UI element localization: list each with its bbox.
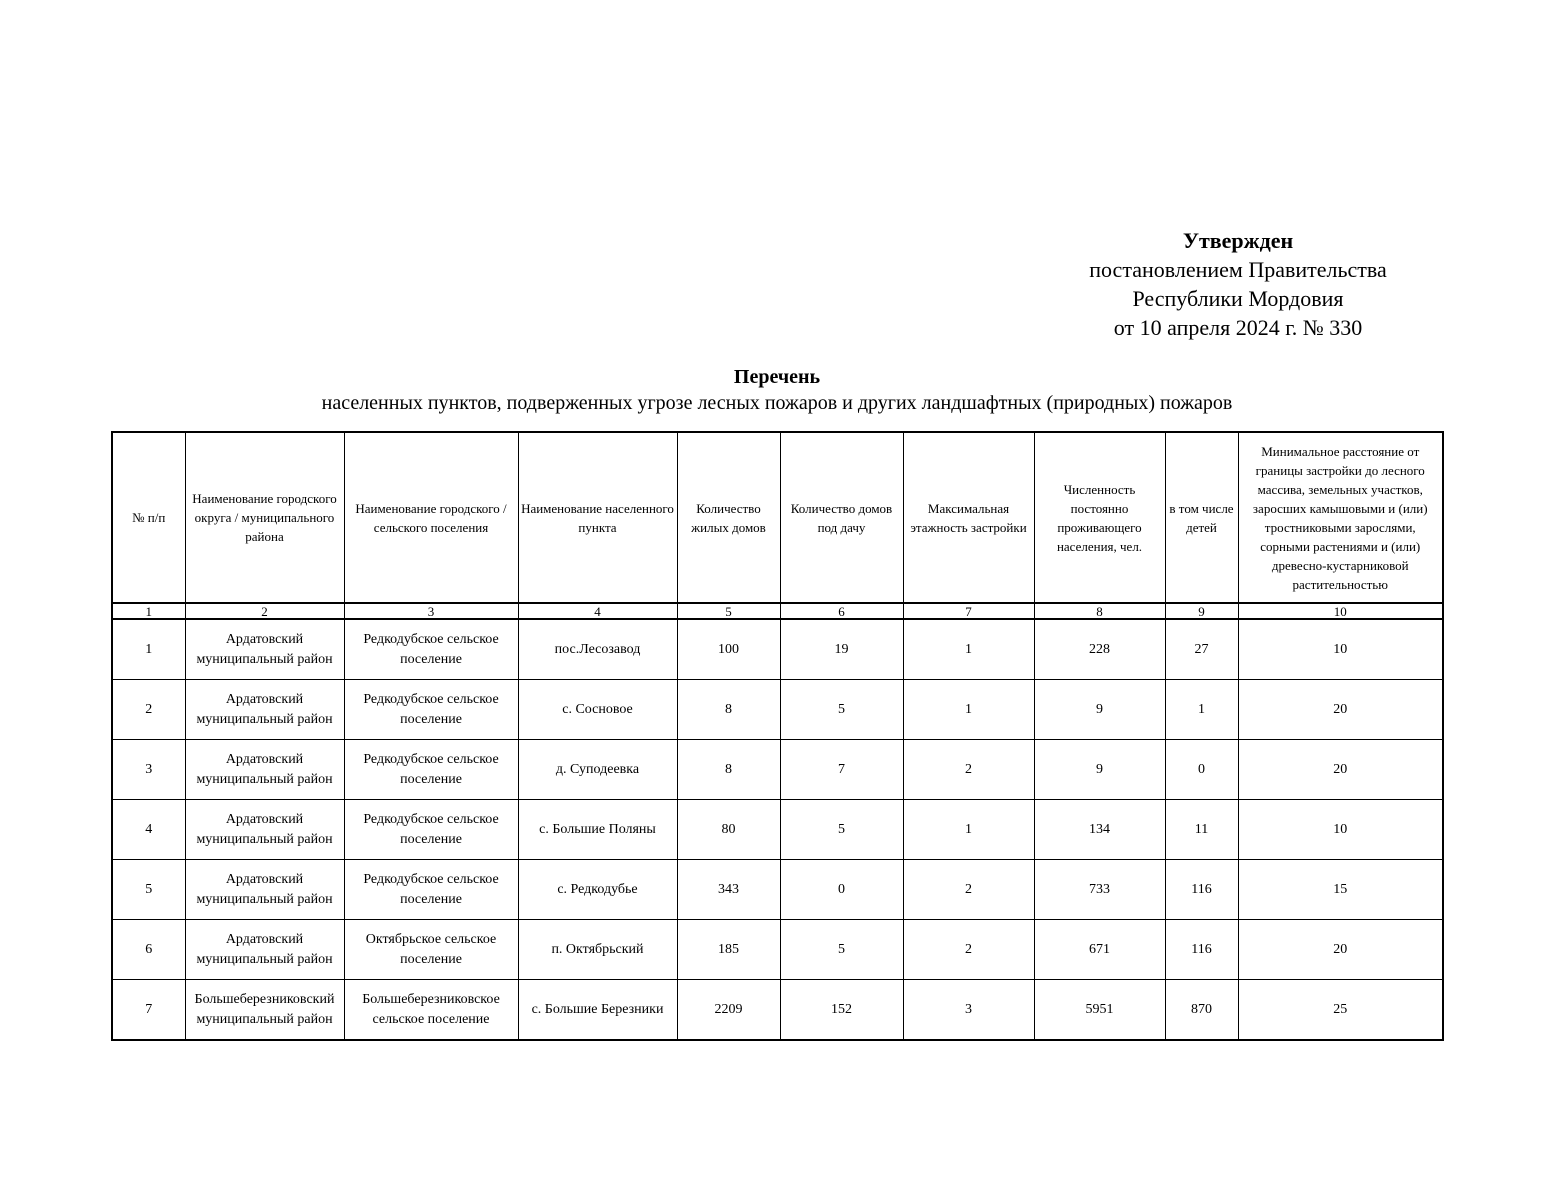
cell-locality: п. Октябрьский [518,920,677,980]
cell-index: 2 [112,680,185,740]
table-row [112,619,1443,680]
cell-district: Ардатовский муниципальный район [185,860,344,920]
cell-index: 1 [112,619,185,680]
cell-population: 671 [1034,920,1165,980]
table-row [112,740,1443,800]
cell-settlement: Редкодубское сельское поселение [344,680,518,740]
column-number: 9 [1165,603,1238,619]
cell-dachas: 0 [780,860,903,920]
column-number: 3 [344,603,518,619]
cell-population: 228 [1034,619,1165,680]
column-number: 6 [780,603,903,619]
cell-dachas: 7 [780,740,903,800]
table-row [112,920,1443,980]
cell-district: Ардатовский муниципальный район [185,680,344,740]
cell-children: 0 [1165,740,1238,800]
cell-children: 1 [1165,680,1238,740]
column-number-row [112,603,1443,619]
cell-min-distance: 20 [1238,740,1443,800]
column-header: Количество домов под дачу [780,432,903,603]
cell-children: 27 [1165,619,1238,680]
cell-houses: 100 [677,619,780,680]
cell-index: 6 [112,920,185,980]
cell-district: Ардатовский муниципальный район [185,920,344,980]
column-header: Численность постоянно проживающего населения, чел. [1034,432,1165,603]
cell-district: Ардатовский муниципальный район [185,800,344,860]
cell-max-floors: 1 [903,800,1034,860]
cell-min-distance: 15 [1238,860,1443,920]
cell-children: 11 [1165,800,1238,860]
approval-line-1: постановлением Правительства [1089,257,1387,282]
cell-max-floors: 2 [903,860,1034,920]
cell-settlement: Редкодубское сельское поселение [344,860,518,920]
table-row [112,800,1443,860]
cell-settlement: Редкодубское сельское поселение [344,740,518,800]
cell-min-distance: 20 [1238,920,1443,980]
cell-settlement: Большеберезниковское сельское поселение [344,980,518,1041]
column-number: 8 [1034,603,1165,619]
cell-houses: 80 [677,800,780,860]
column-header: Минимальное расстояние от границы застройки до лесного массива, земельных участков, заросших камышовыми и (или) тростниковыми зарослями, сорными растениями и (или) древесно-кустарниковой растительностью [1238,432,1443,603]
cell-min-distance: 10 [1238,619,1443,680]
approval-line-3: от 10 апреля 2024 г. № 330 [1113,315,1363,340]
cell-children: 116 [1165,860,1238,920]
cell-locality: с. Редкодубье [518,860,677,920]
document-title: Перечень [733,366,821,388]
cell-index: 5 [112,860,185,920]
cell-min-distance: 20 [1238,680,1443,740]
cell-max-floors: 2 [903,740,1034,800]
cell-population: 9 [1034,740,1165,800]
cell-max-floors: 1 [903,619,1034,680]
cell-index: 4 [112,800,185,860]
cell-houses: 8 [677,740,780,800]
column-number: 10 [1238,603,1443,619]
table-row [112,860,1443,920]
column-number: 5 [677,603,780,619]
cell-population: 134 [1034,800,1165,860]
column-header: Наименование городского / сельского поселения [344,432,518,603]
cell-index: 3 [112,740,185,800]
column-number: 2 [185,603,344,619]
cell-dachas: 5 [780,680,903,740]
cell-population: 733 [1034,860,1165,920]
cell-settlement: Редкодубское сельское поселение [344,619,518,680]
document-heading [112,364,1442,416]
approval-stamp [1040,226,1436,342]
cell-dachas: 5 [780,800,903,860]
cell-houses: 8 [677,680,780,740]
cell-index: 7 [112,980,185,1041]
column-number: 4 [518,603,677,619]
table-header-row [112,432,1443,603]
cell-district: Большеберезниковский муниципальный район [185,980,344,1041]
approval-title: Утвержден [1182,228,1294,253]
cell-max-floors: 1 [903,680,1034,740]
column-header: Наименование городского округа / муниципального района [185,432,344,603]
cell-locality: д. Суподеевка [518,740,677,800]
cell-dachas: 152 [780,980,903,1041]
cell-locality: с. Большие Поляны [518,800,677,860]
settlements-table [111,431,1444,1041]
cell-max-floors: 2 [903,920,1034,980]
column-header: Наименование населенного пункта [518,432,677,603]
cell-children: 116 [1165,920,1238,980]
column-number: 1 [112,603,185,619]
cell-settlement: Октябрьское сельское поселение [344,920,518,980]
column-header: в том числе детей [1165,432,1238,603]
cell-settlement: Редкодубское сельское поселение [344,800,518,860]
cell-min-distance: 25 [1238,980,1443,1041]
column-header: № п/п [112,432,185,603]
cell-houses: 343 [677,860,780,920]
cell-population: 9 [1034,680,1165,740]
table-row [112,980,1443,1041]
cell-locality: пос.Лесозавод [518,619,677,680]
cell-children: 870 [1165,980,1238,1041]
table-row [112,680,1443,740]
cell-locality: с. Большие Березники [518,980,677,1041]
cell-max-floors: 3 [903,980,1034,1041]
cell-houses: 2209 [677,980,780,1041]
cell-min-distance: 10 [1238,800,1443,860]
column-header: Максимальная этажность застройки [903,432,1034,603]
cell-dachas: 19 [780,619,903,680]
cell-district: Ардатовский муниципальный район [185,740,344,800]
cell-houses: 185 [677,920,780,980]
cell-district: Ардатовский муниципальный район [185,619,344,680]
cell-locality: с. Сосновое [518,680,677,740]
cell-dachas: 5 [780,920,903,980]
approval-line-2: Республики Мордовия [1132,286,1344,311]
cell-population: 5951 [1034,980,1165,1041]
column-header: Количество жилых домов [677,432,780,603]
column-number: 7 [903,603,1034,619]
document-subtitle: населенных пунктов, подверженных угрозе лесных пожаров и других ландшафтных (природных) пожаров [321,392,1233,414]
